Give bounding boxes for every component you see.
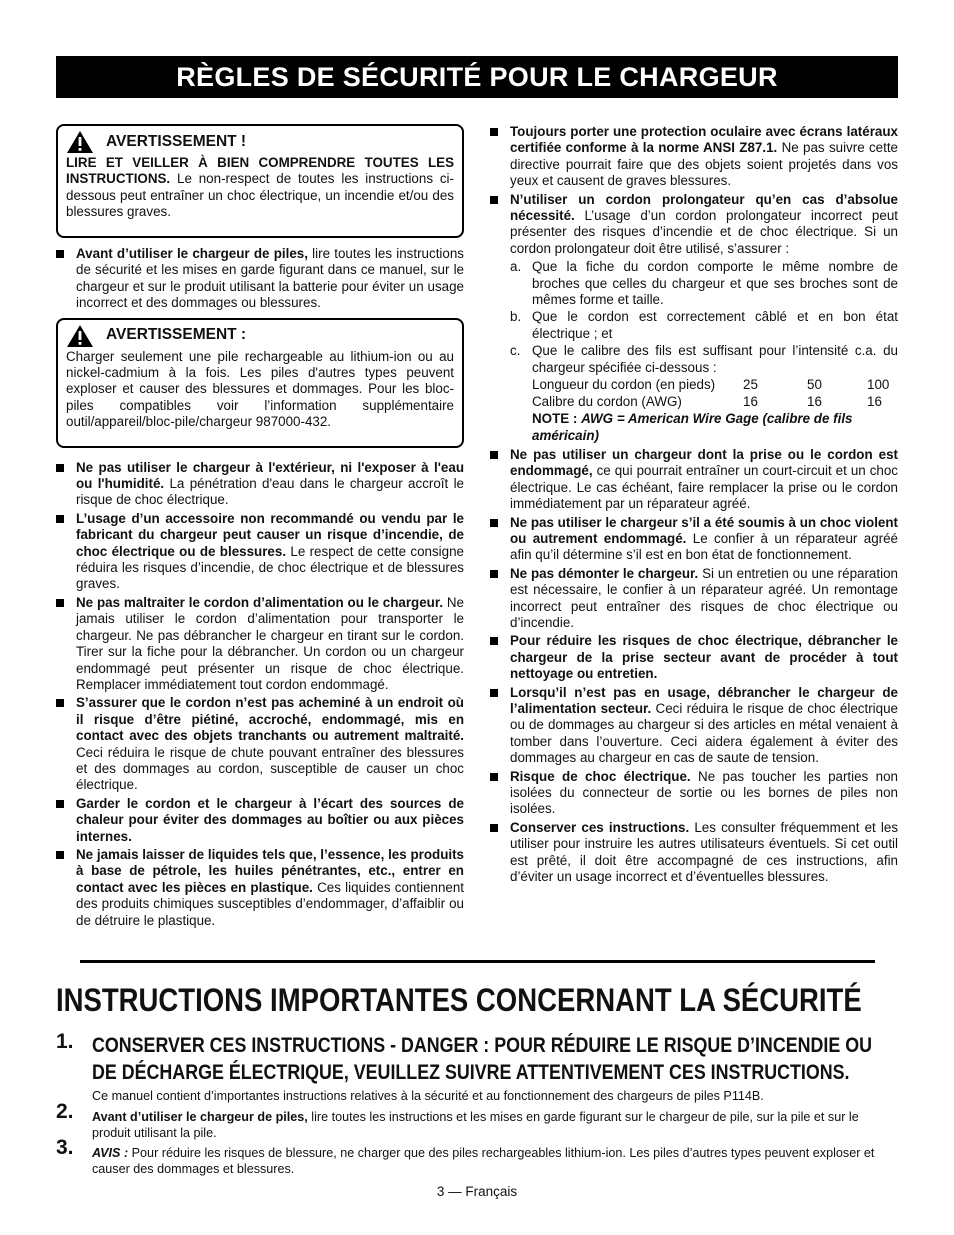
bullet-square-icon bbox=[490, 570, 498, 578]
bullet-square-icon bbox=[490, 128, 498, 136]
list-item: Ne pas utiliser un chargeur dont la prise ou le cordon est endommagé, ce qui pourrait entraîner un court-circuit et un choc électrique. Le cas échéant, faire remplacer la prise ou le cordon immédiatement par un réparateur agréé. bbox=[490, 447, 898, 513]
bullet-square-icon bbox=[490, 824, 498, 832]
awg-note: NOTE : AWG = American Wire Gage (calibre de fils américain) bbox=[532, 411, 853, 443]
bullet-square-icon bbox=[490, 637, 498, 645]
bullet-square-icon bbox=[56, 699, 64, 707]
bullet-square-icon bbox=[56, 800, 64, 808]
bullet-square-icon bbox=[490, 451, 498, 459]
warning-title: AVERTISSEMENT : bbox=[106, 326, 247, 344]
list-item: N’utiliser un cordon prolongateur qu’en cas d’absolue nécessité. L’usage d’un cordon prolongateur incorrect peut présenter des risques d’incendie et de choc électrique. Si un cordon prolongateur doit être utilisé, s’assurer : bbox=[490, 192, 898, 258]
list-item: Garder le cordon et le chargeur à l’écart des sources de chaleur pour éviter des dommages au boîtier ou aux pièces internes. bbox=[56, 796, 464, 845]
bullet-square-icon bbox=[490, 196, 498, 204]
warning-triangle-icon bbox=[66, 130, 94, 154]
warning-text: LIRE ET VEILLER À BIEN COMPRENDRE TOUTES LES INSTRUCTIONS. Le non-respect de toutes les instructions ci-dessous peut entraîner un choc électrique, un incendie et/ou des blessures graves. bbox=[66, 155, 454, 220]
bullet-square-icon bbox=[56, 464, 64, 472]
section-divider bbox=[80, 960, 875, 963]
list-item: Ne pas maltraiter le cordon d’alimentation ou le chargeur. Ne jamais utiliser le cordon d’alimentation pour transporter le chargeur. Ne pas débrancher le chargeur en tirant sur le cordon. Tirer sur la fiche pour la débrancher. Un cordon ou un chargeur endommagé peut présenter un risque de choc électrique. Remplacer immédiatement tout cordon endommagé. bbox=[56, 595, 464, 693]
warning-box-1 bbox=[56, 124, 464, 238]
list-item: Toujours porter une protection oculaire avec écrans latéraux certifiée conforme à la norme ANSI Z87.1. Ne pas suivre cette directive pourrait faire que des objets soient projetés dans vos yeux et causent de graves blessures. bbox=[490, 124, 898, 190]
list-item: Risque de choc électrique. Ne pas toucher les parties non isolées du connecteur de sortie ou les bornes de piles non isolées. bbox=[490, 769, 898, 818]
table-row: Calibre du cordon (AWG) 16 16 16 bbox=[532, 394, 882, 410]
cord-gauge-table bbox=[490, 377, 898, 411]
list-item: Ne jamais laisser de liquides tels que, l’essence, les produits à base de pétrole, les huiles pénétrantes, etc., entrer en contact avec les pièces en plastique. Ces liquides contiennent des produits chimiques susceptibles d’endommager, d’affaiblir ou de détruire le plastique. bbox=[56, 847, 464, 929]
bullet-square-icon bbox=[56, 599, 64, 607]
bullet-square-icon bbox=[490, 773, 498, 781]
item-number: 2. bbox=[56, 1100, 74, 1123]
list-item: L’usage d’un accessoire non recommandé ou vendu par le fabricant du chargeur peut causer un risque d’incendie, de choc électrique ou de blessures. Le respect de cette consigne réduira les risques d’incendie, de choc électrique et de blessures graves. bbox=[56, 511, 464, 593]
item-number: 1. bbox=[56, 1030, 74, 1053]
sub-item: c. Que le calibre des fils est suffisant pour l’intensité c.a. du chargeur spécifiée ci-dessous : bbox=[510, 343, 898, 375]
warning-text: Charger seulement une pile rechargeable au lithium-ion ou au nickel-cadmium à la fois. Les piles d'autres types peuvent exploser et causer des blessures et dommages. Pour les bloc-piles compatibles voir l’information supplémentaire outil/appareil/bloc-pile/chargeur 987000-432. bbox=[66, 348, 454, 430]
right-column bbox=[490, 124, 898, 887]
bullet-square-icon bbox=[490, 519, 498, 527]
bullet-square-icon bbox=[56, 250, 64, 258]
list-item: S’assurer que le cordon n’est pas acheminé à un endroit où il risque d’être piétiné, accroché, endommagé, mis en contact avec des objets tranchants ou autrement maltraité. Ceci réduira le risque de chute pouvant entraîner des blessures et des dommages au cordon, susceptible de causer un choc électrique. bbox=[56, 695, 464, 793]
page-footer: 3 — Français bbox=[436, 1184, 518, 1199]
list-item: Pour réduire les risques de choc électrique, débrancher le chargeur de la prise secteur avant de procéder à tout nettoyage ou entretien. bbox=[490, 633, 898, 682]
item-number: 3. bbox=[56, 1136, 74, 1159]
instruction-1-heading: CONSERVER CES INSTRUCTIONS - DANGER : POUR RÉDUIRE LE RISQUE D’INCENDIE OU DE DÉCHARGE ÉLECTRIQUE, VEUILLEZ SUIVRE ATTENTIVEMENT CES INSTRUCTIONS. bbox=[92, 1033, 872, 1084]
bullet-square-icon bbox=[56, 851, 64, 859]
section-title-banner: RÈGLES DE SÉCURITÉ POUR LE CHARGEUR bbox=[56, 56, 898, 98]
sub-item: a. Que la fiche du cordon comporte le même nombre de broches que celles du chargeur et que ses broches sont de mêmes forme et taille. bbox=[510, 259, 898, 308]
list-item: Lorsqu’il n’est pas en usage, débrancher le chargeur de l’alimentation secteur. Ceci réduira le risque de choc électrique ou de dommages au chargeur si des articles en métal venaient à tomber dans l’ouverture. Ceci aidera également à éviter des dommages au chargeur en cas de saute de tension. bbox=[490, 685, 898, 767]
list-item: Ne pas utiliser le chargeur s’il a été soumis à un choc violent ou autrement endommagé. Le confier à un réparateur agréé afin qu’il détermine s’il est en bon état de fonctionnement. bbox=[490, 515, 898, 564]
important-instructions-title: INSTRUCTIONS IMPORTANTES CONCERNANT LA SÉCURITÉ bbox=[56, 982, 862, 1018]
list-item: Ne pas utiliser le chargeur à l'extérieur, ni l'exposer à l'eau ou l'humidité. La pénétration d'eau dans le chargeur accroît le risque de choc électrique. bbox=[56, 460, 464, 509]
left-column bbox=[56, 124, 464, 931]
warning-triangle-icon bbox=[66, 324, 94, 348]
sub-item: b. Que le cordon est correctement câblé et en bon état électrique ; et bbox=[510, 309, 898, 341]
list-item: Avant d’utiliser le chargeur de piles, lire toutes les instructions de sécurité et les mises en garde figurant dans ce manuel, sur le chargeur et sur le produit utilisant la batterie pour éviter un usage incorrect et des dommages ou blessures. bbox=[56, 246, 464, 312]
bullet-square-icon bbox=[490, 689, 498, 697]
bullet-square-icon bbox=[56, 515, 64, 523]
warning-title: AVERTISSEMENT ! bbox=[106, 132, 247, 150]
list-item: Ne pas démonter le chargeur. Si un entretien ou une réparation est nécessaire, le confier à un réparateur agréé. Un remontage incorrect peut entraîner des risques de choc électrique ou d’incendie. bbox=[490, 566, 898, 632]
warning-box-2 bbox=[56, 318, 464, 448]
table-row: Longueur du cordon (en pieds) 25 50 100 bbox=[532, 377, 890, 393]
list-item: Conserver ces instructions. Les consulter fréquemment et les utiliser pour instruire les autres utilisateurs éventuels. Si cet outil est prêté, il doit être accompagné de ces instructions, afin d’éviter un usage incorrect et d’éventuelles blessures. bbox=[490, 820, 898, 886]
